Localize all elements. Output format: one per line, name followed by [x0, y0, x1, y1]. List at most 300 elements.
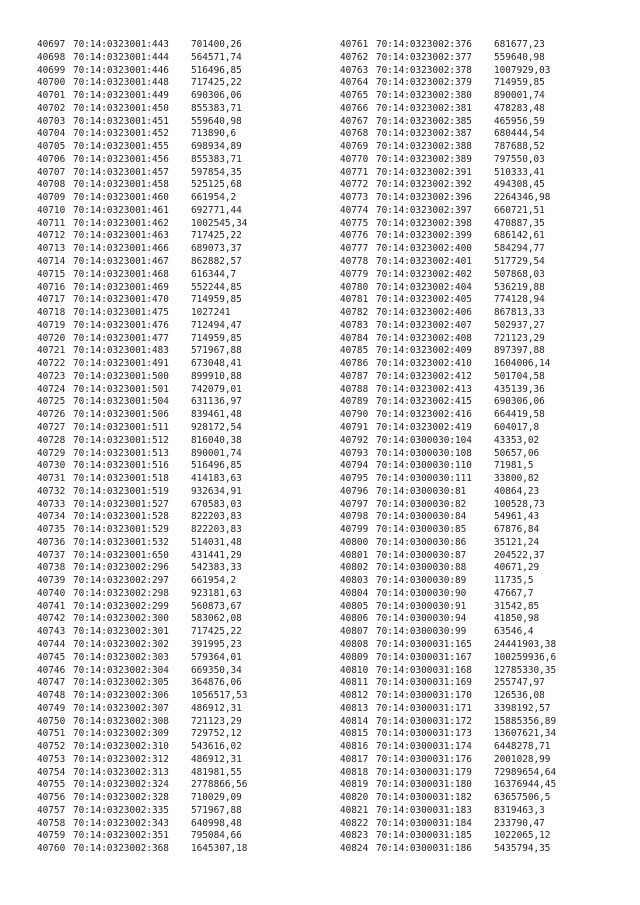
- cadastral-value: 774128,94: [494, 294, 545, 306]
- cadastral-value: 525125,68: [191, 179, 242, 191]
- cadastral-number: 70:14:0323002:313: [73, 766, 169, 778]
- cadastral-number: 70:14:0323001:528: [73, 511, 169, 523]
- row-number: 40716: [37, 281, 66, 293]
- row-number: 40790: [340, 409, 369, 421]
- cadastral-value: 928172,54: [191, 421, 242, 433]
- cadastral-value: 714959,85: [191, 294, 242, 306]
- cadastral-number: 70:14:0323001:491: [73, 358, 169, 370]
- cadastral-value: 571967,88: [191, 804, 242, 816]
- cadastral-value: 839461,48: [191, 409, 242, 421]
- cadastral-value: 486912,31: [191, 702, 242, 714]
- row-number: 40751: [37, 728, 66, 740]
- cadastral-value: 899910,88: [191, 370, 242, 382]
- table-row: [340, 677, 556, 690]
- table-row: [37, 230, 247, 243]
- cadastral-number: 70:14:0323002:328: [73, 792, 169, 804]
- cadastral-number: 70:14:0323002:392: [376, 179, 472, 191]
- cadastral-value: 552244,85: [191, 281, 242, 293]
- cadastral-number: 70:14:0323002:312: [73, 753, 169, 765]
- cadastral-value: 661954,2: [191, 192, 237, 204]
- cadastral-value: 669350,34: [191, 664, 242, 676]
- row-number: 40725: [37, 396, 66, 408]
- cadastral-number: 70:14:0323001:455: [73, 141, 169, 153]
- cadastral-value: 932634,91: [191, 485, 242, 497]
- table-row: [340, 448, 556, 461]
- cadastral-value: 481981,55: [191, 766, 242, 778]
- cadastral-value: 721123,29: [191, 715, 242, 727]
- cadastral-value: 364876,06: [191, 677, 242, 689]
- cadastral-value: 72989654,64: [494, 766, 557, 778]
- cadastral-number: 70:14:0323002:376: [376, 39, 472, 50]
- cadastral-value: 797550,03: [494, 153, 545, 165]
- table-row: [37, 843, 247, 856]
- cadastral-number: 70:14:0323001:506: [73, 409, 169, 421]
- row-number: 40776: [340, 230, 369, 242]
- cadastral-value: 673048,41: [191, 358, 242, 370]
- row-number: 40735: [37, 524, 66, 536]
- cadastral-value: 126536,08: [494, 690, 545, 702]
- row-number: 40814: [340, 715, 369, 727]
- row-number: 40758: [37, 817, 66, 829]
- row-number: 40700: [37, 77, 66, 89]
- table-row: [37, 116, 247, 129]
- cadastral-value: 63657506,5: [494, 792, 551, 804]
- cadastral-value: 729752,12: [191, 728, 242, 740]
- table-row: [340, 486, 556, 499]
- row-number: 40761: [340, 39, 369, 50]
- cadastral-number: 70:14:0323002:409: [376, 345, 472, 357]
- row-number: 40756: [37, 792, 66, 804]
- row-number: 40806: [340, 613, 369, 625]
- cadastral-value: 5435794,35: [494, 843, 551, 855]
- table-row: [37, 179, 247, 192]
- row-number: 40781: [340, 294, 369, 306]
- table-row: [37, 575, 247, 588]
- row-number: 40712: [37, 230, 66, 242]
- table-row: [340, 703, 556, 716]
- table-row: [37, 473, 247, 486]
- left-column: [37, 39, 247, 856]
- table-row: [340, 39, 556, 52]
- row-number: 40789: [340, 396, 369, 408]
- cadastral-number: 70:14:0323001:443: [73, 39, 169, 50]
- cadastral-value: 1645307,18: [191, 843, 248, 855]
- cadastral-number: 70:14:0300031:185: [376, 830, 472, 842]
- row-number: 40818: [340, 766, 369, 778]
- cadastral-value: 2778866,56: [191, 779, 248, 791]
- cadastral-value: 1604006,14: [494, 358, 551, 370]
- row-number: 40723: [37, 370, 66, 382]
- cadastral-value: 255747,97: [494, 677, 545, 689]
- table-row: [340, 167, 556, 180]
- table-row: [340, 741, 556, 754]
- cadastral-number: 70:14:0323001:452: [73, 128, 169, 140]
- cadastral-number: 70:14:0323001:512: [73, 434, 169, 446]
- cadastral-value: 542383,33: [191, 562, 242, 574]
- cadastral-number: 70:14:0300031:180: [376, 779, 472, 791]
- row-number: 40737: [37, 549, 66, 561]
- cadastral-value: 233790,47: [494, 817, 545, 829]
- row-number: 40719: [37, 319, 66, 331]
- table-row: [340, 65, 556, 78]
- cadastral-value: 517729,54: [494, 256, 545, 268]
- row-number: 40813: [340, 702, 369, 714]
- table-row: [37, 550, 247, 563]
- row-number: 40769: [340, 141, 369, 153]
- cadastral-number: 70:14:0300030:86: [376, 536, 467, 548]
- cadastral-number: 70:14:0323001:458: [73, 179, 169, 191]
- row-number: 40708: [37, 179, 66, 191]
- table-row: [340, 805, 556, 818]
- cadastral-value: 680444,54: [494, 128, 545, 140]
- cadastral-number: 70:14:0300030:88: [376, 562, 467, 574]
- table-row: [37, 345, 247, 358]
- row-number: 40800: [340, 536, 369, 548]
- row-number: 40740: [37, 587, 66, 599]
- row-number: 40713: [37, 243, 66, 255]
- cadastral-value: 560873,67: [191, 600, 242, 612]
- row-number: 40718: [37, 307, 66, 319]
- row-number: 40754: [37, 766, 66, 778]
- cadastral-number: 70:14:0300031:169: [376, 677, 472, 689]
- cadastral-number: 70:14:0323001:451: [73, 115, 169, 127]
- cadastral-value: 867813,33: [494, 307, 545, 319]
- row-number: 40802: [340, 562, 369, 574]
- row-number: 40753: [37, 753, 66, 765]
- cadastral-number: 70:14:0323001:504: [73, 396, 169, 408]
- table-row: [37, 282, 247, 295]
- row-number: 40707: [37, 166, 66, 178]
- cadastral-number: 70:14:0300030:110: [376, 460, 472, 472]
- table-row: [340, 205, 556, 218]
- table-row: [37, 792, 247, 805]
- cadastral-value: 584294,77: [494, 243, 545, 255]
- row-number: 40717: [37, 294, 66, 306]
- row-number: 40803: [340, 575, 369, 587]
- cadastral-number: 70:14:0323001:483: [73, 345, 169, 357]
- table-row: [37, 703, 247, 716]
- cadastral-value: 502937,27: [494, 319, 545, 331]
- cadastral-number: 70:14:0323001:501: [73, 383, 169, 395]
- table-row: [340, 52, 556, 65]
- cadastral-number: 70:14:0323002:402: [376, 268, 472, 280]
- table-row: [340, 588, 556, 601]
- row-number: 40703: [37, 115, 66, 127]
- table-row: [340, 77, 556, 90]
- cadastral-value: 514031,48: [191, 536, 242, 548]
- row-number: 40736: [37, 536, 66, 548]
- table-row: [340, 371, 556, 384]
- cadastral-number: 70:14:0323001:463: [73, 230, 169, 242]
- row-number: 40710: [37, 204, 66, 216]
- row-number: 40780: [340, 281, 369, 293]
- row-number: 40745: [37, 651, 66, 663]
- cadastral-value: 712494,47: [191, 319, 242, 331]
- cadastral-number: 70:14:0300030:99: [376, 626, 467, 638]
- cadastral-value: 710029,09: [191, 792, 242, 804]
- table-row: [37, 511, 247, 524]
- cadastral-value: 40671,29: [494, 562, 540, 574]
- cadastral-value: 435139,36: [494, 383, 545, 395]
- row-number: 40711: [37, 217, 66, 229]
- row-number: 40820: [340, 792, 369, 804]
- right-column: [340, 39, 556, 856]
- row-number: 40765: [340, 90, 369, 102]
- cadastral-number: 70:14:0300030:90: [376, 587, 467, 599]
- row-number: 40764: [340, 77, 369, 89]
- row-number: 40768: [340, 128, 369, 140]
- table-row: [340, 396, 556, 409]
- table-row: [340, 243, 556, 256]
- cadastral-number: 70:14:0323002:343: [73, 817, 169, 829]
- table-row: [340, 90, 556, 103]
- table-row: [340, 537, 556, 550]
- row-number: 40824: [340, 843, 369, 855]
- cadastral-number: 70:14:0300031:186: [376, 843, 472, 855]
- table-row: [340, 294, 556, 307]
- table-row: [37, 716, 247, 729]
- table-row: [340, 716, 556, 729]
- row-number: 40731: [37, 473, 66, 485]
- cadastral-number: 70:14:0300031:183: [376, 804, 472, 816]
- table-row: [340, 409, 556, 422]
- cadastral-number: 70:14:0323002:304: [73, 664, 169, 676]
- row-number: 40810: [340, 664, 369, 676]
- table-row: [37, 52, 247, 65]
- cadastral-value: 16376944,45: [494, 779, 557, 791]
- row-number: 40727: [37, 421, 66, 433]
- cadastral-value: 40864,23: [494, 485, 540, 497]
- cadastral-value: 559640,98: [494, 51, 545, 63]
- cadastral-value: 692771,44: [191, 204, 242, 216]
- table-row: [37, 294, 247, 307]
- table-row: [37, 613, 247, 626]
- cadastral-number: 70:14:0323001:529: [73, 524, 169, 536]
- cadastral-value: 486912,31: [191, 753, 242, 765]
- row-number: 40805: [340, 600, 369, 612]
- cadastral-number: 70:14:0323001:449: [73, 90, 169, 102]
- row-number: 40726: [37, 409, 66, 421]
- cadastral-value: 787688,52: [494, 141, 545, 153]
- cadastral-value: 923181,63: [191, 587, 242, 599]
- row-number: 40746: [37, 664, 66, 676]
- cadastral-number: 70:14:0300031:168: [376, 664, 472, 676]
- cadastral-number: 70:14:0323001:470: [73, 294, 169, 306]
- cadastral-number: 70:14:0323001:500: [73, 370, 169, 382]
- cadastral-value: 855383,71: [191, 102, 242, 114]
- cadastral-value: 100259936,6: [494, 651, 557, 663]
- row-number: 40809: [340, 651, 369, 663]
- cadastral-value: 54961,43: [494, 511, 540, 523]
- cadastral-number: 70:14:0323002:301: [73, 626, 169, 638]
- table-row: [37, 103, 247, 116]
- table-row: [37, 269, 247, 282]
- cadastral-number: 70:14:0323002:400: [376, 243, 472, 255]
- table-row: [37, 128, 247, 141]
- cadastral-number: 70:14:0323002:309: [73, 728, 169, 740]
- cadastral-number: 70:14:0323002:415: [376, 396, 472, 408]
- cadastral-number: 70:14:0300031:182: [376, 792, 472, 804]
- row-number: 40755: [37, 779, 66, 791]
- cadastral-number: 70:14:0300031:179: [376, 766, 472, 778]
- cadastral-number: 70:14:0323001:511: [73, 421, 169, 433]
- cadastral-number: 70:14:0323001:650: [73, 549, 169, 561]
- table-row: [37, 652, 247, 665]
- cadastral-number: 70:14:0300030:89: [376, 575, 467, 587]
- cadastral-value: 516496,85: [191, 64, 242, 76]
- cadastral-value: 583062,08: [191, 613, 242, 625]
- table-row: [340, 116, 556, 129]
- table-row: [37, 154, 247, 167]
- cadastral-value: 1007929,03: [494, 64, 551, 76]
- cadastral-value: 100528,73: [494, 498, 545, 510]
- cadastral-number: 70:14:0323002:388: [376, 141, 472, 153]
- cadastral-number: 70:14:0323001:444: [73, 51, 169, 63]
- row-number: 40697: [37, 39, 66, 50]
- cadastral-value: 717425,22: [191, 77, 242, 89]
- row-number: 40730: [37, 460, 66, 472]
- table-row: [37, 205, 247, 218]
- table-row: [37, 741, 247, 754]
- table-row: [37, 805, 247, 818]
- row-number: 40729: [37, 447, 66, 459]
- cadastral-number: 70:14:0300031:170: [376, 690, 472, 702]
- table-row: [340, 422, 556, 435]
- cadastral-value: 2264346,98: [494, 192, 551, 204]
- row-number: 40793: [340, 447, 369, 459]
- table-row: [340, 792, 556, 805]
- table-row: [37, 435, 247, 448]
- table-row: [340, 665, 556, 678]
- cadastral-number: 70:14:0323002:406: [376, 307, 472, 319]
- row-number: 40715: [37, 268, 66, 280]
- cadastral-value: 604017,8: [494, 421, 540, 433]
- row-number: 40732: [37, 485, 66, 497]
- table-row: [340, 154, 556, 167]
- table-row: [37, 371, 247, 384]
- cadastral-number: 70:14:0323002:307: [73, 702, 169, 714]
- cadastral-number: 70:14:0323002:310: [73, 741, 169, 753]
- table-row: [37, 384, 247, 397]
- cadastral-value: 660721,51: [494, 204, 545, 216]
- cadastral-value: 24441903,38: [494, 638, 557, 650]
- table-row: [340, 473, 556, 486]
- row-number: 40747: [37, 677, 66, 689]
- row-number: 40795: [340, 473, 369, 485]
- row-number: 40816: [340, 741, 369, 753]
- row-number: 40823: [340, 830, 369, 842]
- cadastral-value: 721123,29: [494, 332, 545, 344]
- table-row: [37, 626, 247, 639]
- row-number: 40812: [340, 690, 369, 702]
- table-row: [37, 779, 247, 792]
- cadastral-number: 70:14:0323002:397: [376, 204, 472, 216]
- table-row: [37, 639, 247, 652]
- cadastral-value: 1022065,12: [494, 830, 551, 842]
- table-row: [37, 167, 247, 180]
- cadastral-value: 597854,35: [191, 166, 242, 178]
- cadastral-value: 897397,88: [494, 345, 545, 357]
- row-number: 40709: [37, 192, 66, 204]
- cadastral-number: 70:14:0323002:410: [376, 358, 472, 370]
- cadastral-number: 70:14:0323001:446: [73, 64, 169, 76]
- cadastral-number: 70:14:0300031:172: [376, 715, 472, 727]
- row-number: 40744: [37, 638, 66, 650]
- row-number: 40763: [340, 64, 369, 76]
- cadastral-value: 8319463,3: [494, 804, 545, 816]
- cadastral-value: 822203,83: [191, 524, 242, 536]
- table-row: [340, 728, 556, 741]
- table-row: [340, 575, 556, 588]
- row-number: 40778: [340, 256, 369, 268]
- row-number: 40815: [340, 728, 369, 740]
- cadastral-value: 1027241: [191, 307, 231, 319]
- table-row: [37, 39, 247, 52]
- table-row: [37, 588, 247, 601]
- cadastral-number: 70:14:0323001:527: [73, 498, 169, 510]
- row-number: 40797: [340, 498, 369, 510]
- cadastral-number: 70:14:0323001:467: [73, 256, 169, 268]
- cadastral-value: 862882,57: [191, 256, 242, 268]
- cadastral-value: 391995,23: [191, 638, 242, 650]
- row-number: 40739: [37, 575, 66, 587]
- cadastral-number: 70:14:0323002:407: [376, 319, 472, 331]
- cadastral-number: 70:14:0323002:380: [376, 90, 472, 102]
- cadastral-value: 661954,2: [191, 575, 237, 587]
- table-row: [340, 218, 556, 231]
- row-number: 40772: [340, 179, 369, 191]
- cadastral-value: 714959,85: [494, 77, 545, 89]
- cadastral-value: 543616,02: [191, 741, 242, 753]
- cadastral-number: 70:14:0300030:91: [376, 600, 467, 612]
- table-row: [37, 218, 247, 231]
- table-row: [37, 665, 247, 678]
- table-row: [340, 103, 556, 116]
- cadastral-value: 616344,7: [191, 268, 237, 280]
- cadastral-number: 70:14:0300031:173: [376, 728, 472, 740]
- cadastral-value: 701400,26: [191, 39, 242, 50]
- table-row: [340, 754, 556, 767]
- row-number: 40722: [37, 358, 66, 370]
- cadastral-value: 431441,29: [191, 549, 242, 561]
- cadastral-number: 70:14:0323002:303: [73, 651, 169, 663]
- cadastral-number: 70:14:0323002:300: [73, 613, 169, 625]
- cadastral-value: 1002545,34: [191, 217, 248, 229]
- table-row: [37, 422, 247, 435]
- cadastral-value: 71981,5: [494, 460, 534, 472]
- cadastral-value: 664419,58: [494, 409, 545, 421]
- cadastral-number: 70:14:0323002:298: [73, 587, 169, 599]
- cadastral-number: 70:14:0300031:184: [376, 817, 472, 829]
- row-number: 40705: [37, 141, 66, 153]
- cadastral-value: 35121,24: [494, 536, 540, 548]
- cadastral-value: 698934,89: [191, 141, 242, 153]
- cadastral-number: 70:14:0323002:405: [376, 294, 472, 306]
- cadastral-number: 70:14:0323002:296: [73, 562, 169, 574]
- cadastral-value: 67876,84: [494, 524, 540, 536]
- row-number: 40733: [37, 498, 66, 510]
- table-row: [37, 192, 247, 205]
- table-row: [37, 728, 247, 741]
- cadastral-value: 571967,88: [191, 345, 242, 357]
- table-row: [340, 639, 556, 652]
- row-number: 40752: [37, 741, 66, 753]
- cadastral-number: 70:14:0323002:398: [376, 217, 472, 229]
- cadastral-number: 70:14:0323002:419: [376, 421, 472, 433]
- table-row: [340, 690, 556, 703]
- cadastral-value: 470887,35: [494, 217, 545, 229]
- table-row: [340, 843, 556, 856]
